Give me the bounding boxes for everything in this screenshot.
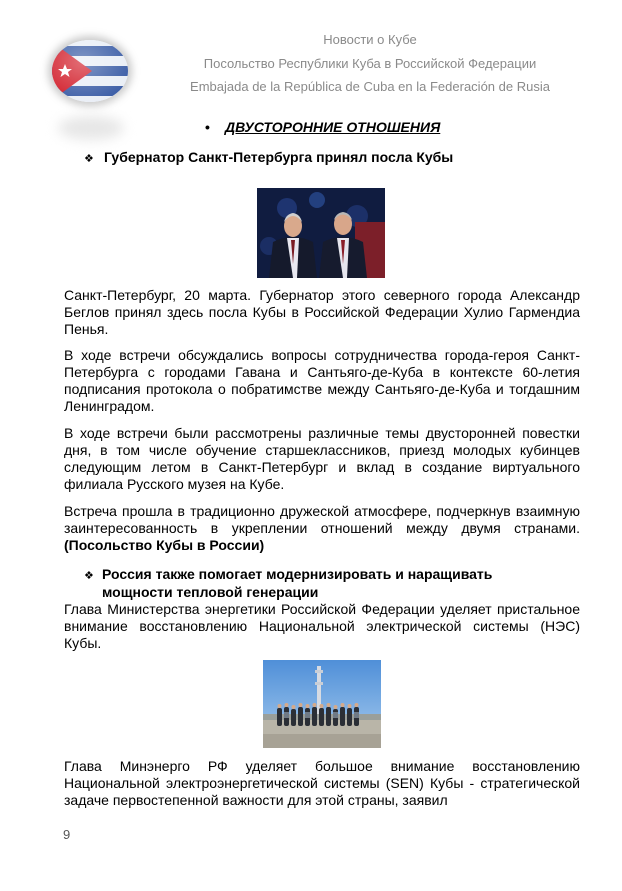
bullet-icon: • — [205, 119, 210, 135]
article1-paragraph-3: В ходе встречи были рассмотрены различные темы двусторонней повестки дня, в том числе обучение старшеклассников, приезд молодых кубинцев следующим летом в Санкт-Петербург и вклад в создание виртуального филиала Русского музея на Кубе. — [64, 425, 580, 492]
cuba-flag-logo — [52, 40, 128, 102]
page-number: 9 — [63, 827, 71, 842]
article2-title-line1: Россия также помогает модернизировать и наращивать — [102, 566, 493, 582]
article2-title-line2: мощности тепловой генерации — [102, 584, 319, 600]
article2-paragraph-1: Глава Министерства энергетики Российской Федерации уделяет пристальное внимание восстановлению Национальной электрической системы (НЭС) Кубы. — [64, 601, 580, 651]
article2-title — [84, 566, 580, 600]
article1-paragraph-1: Санкт-Петербург, 20 марта. Губернатор этого северного города Александр Беглов принял здесь посла Кубы в Российской Федерации Хулио Гармендиа Пенья. — [64, 287, 580, 337]
group-photo — [263, 660, 381, 748]
logo-reflection — [58, 116, 124, 140]
section-heading — [205, 119, 440, 135]
header-title: Новости о Кубе — [323, 32, 417, 47]
page-header — [0, 0, 622, 110]
meeting-photo — [257, 188, 385, 278]
article1-paragraph-4-text: Встреча прошла в традиционно дружеской атмосфере, подчеркнув взаимную заинтересованность в укреплении отношений между двумя странами. — [64, 503, 580, 536]
article2-paragraph-2: Глава Минэнерго РФ уделяет большое внимание восстановлению Национальной электроэнергетической системы (SEN) Кубы - стратегической задаче первостепенной важности для этой страны, заявил — [64, 758, 580, 808]
section-heading-text: ДВУСТОРОННИЕ ОТНОШЕНИЯ — [225, 119, 441, 135]
header-embassy-ru: Посольство Республики Куба в Российской Федерации — [203, 56, 537, 71]
diamond-bullet-icon: ❖ — [84, 153, 94, 165]
header-embassy-es: Embajada de la República de Cuba en la Federación de Rusia — [190, 79, 550, 94]
article1-title — [84, 149, 453, 165]
article1-source: (Посольство Кубы в России) — [64, 537, 265, 553]
article1-paragraph-2: В ходе встречи обсуждались вопросы сотрудничества города-героя Санкт-Петербурга с городами Гавана и Сантьяго-де-Куба в контексте 60-летия подписания протокола о побратимстве между Сантьяго-де-Куба и тогдашним Ленинградом. — [64, 347, 580, 414]
diamond-bullet-icon: ❖ — [84, 570, 94, 582]
article1-paragraph-4 — [64, 503, 580, 554]
article1-title-text: Губернатор Санкт-Петербурга принял посла Кубы — [104, 149, 454, 165]
